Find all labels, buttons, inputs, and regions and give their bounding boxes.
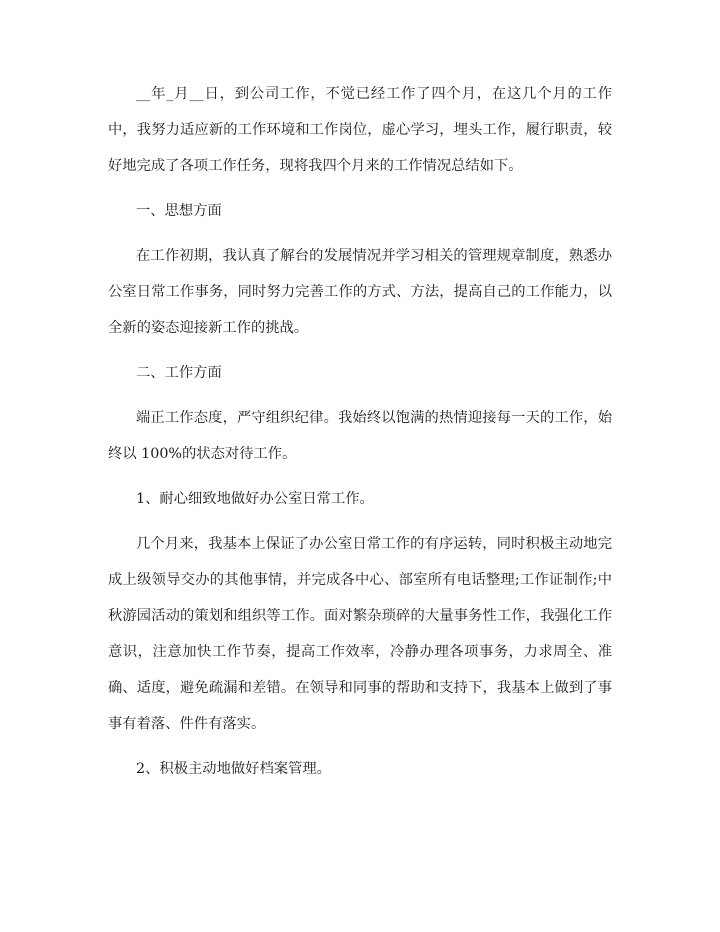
subheading-office-work: 1、耐心细致地做好办公室日常工作。 [136, 491, 374, 507]
subheading-archive-management: 2、积极主动地做好档案管理。 [136, 761, 331, 777]
work-attitude-paragraph: 端正工作态度，严守组织纪律。我始终以饱满的热情迎接每一天的工作，始终以 100%的状态对待工作。 [108, 410, 612, 462]
document-body [108, 76, 612, 796]
thought-paragraph: 在工作初期，我认真了解台的发展情况并学习相关的管理规章制度，熟悉办公室日常工作事务，同时努力完善工作的方式、方法，提高自己的工作能力，以全新的姿态迎接新工作的挑战。 [108, 248, 612, 336]
section-heading-thought: 一、思想方面 [136, 203, 222, 219]
section-heading-work: 二、工作方面 [136, 365, 222, 381]
intro-paragraph: __年_月__日，到公司工作，不觉已经工作了四个月，在这几个月的工作中，我努力适应新的工作环境和工作岗位，虚心学习，埋头工作，履行职责，较好地完成了各项工作任务，现将我四个月来的工作情况总结如下。 [108, 86, 612, 174]
office-work-paragraph: 几个月来，我基本上保证了办公室日常工作的有序运转，同时积极主动地完成上级领导交办的其他事情，并完成各中心、部室所有电话整理;工作证制作;中秋游园活动的策划和组织等工作。面对繁杂琐碎的大量事务性工作，我强化工作意识，注意加快工作节奏，提高工作效率，冷静办理各项事务，力求周全、准确、适度，避免疏漏和差错。在领导和同事的帮助和支持下，我基本上做到了事事有着落、件件有落实。 [108, 536, 612, 732]
